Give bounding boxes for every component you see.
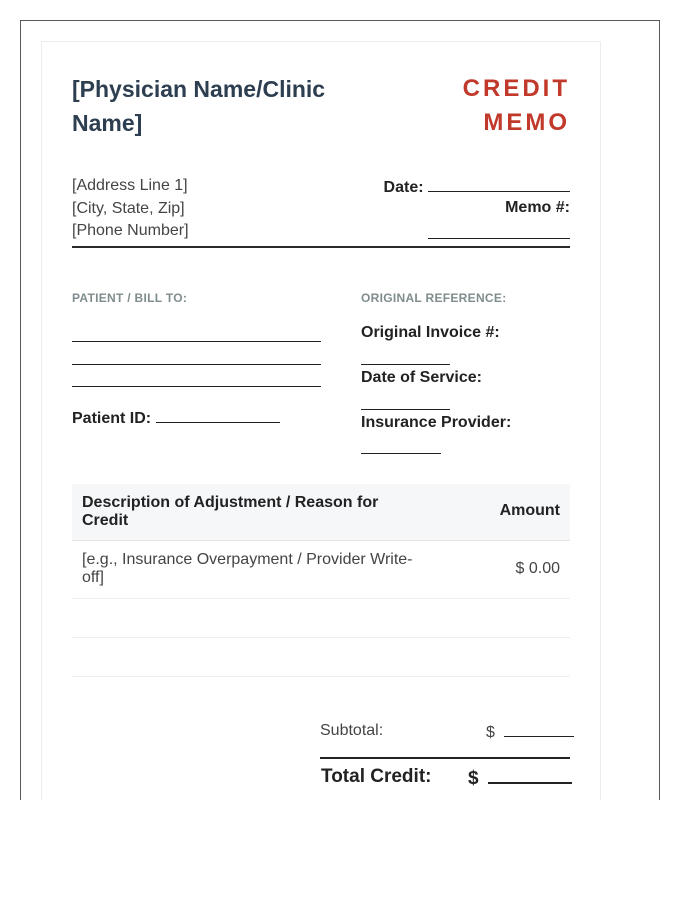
date-field[interactable] xyxy=(383,176,570,197)
column-header-description: Description of Adjustment / Reason for Credit xyxy=(82,494,379,529)
table-row[interactable] xyxy=(72,541,570,599)
total-credit-label: Total Credit: xyxy=(321,766,432,787)
row-description: [e.g., Insurance Overpayment / Provider Write-off] xyxy=(82,551,413,586)
table-row[interactable] xyxy=(72,599,570,638)
bill-to-line-2[interactable] xyxy=(72,364,321,365)
subtotal-blank[interactable] xyxy=(504,722,574,737)
row-amount: $ 0.00 xyxy=(515,560,560,577)
subtotal-field[interactable] xyxy=(486,722,574,742)
date-of-service-blank[interactable] xyxy=(361,409,450,410)
insurance-provider-label: Insurance Provider: xyxy=(361,414,512,431)
column-header-amount: Amount xyxy=(499,502,560,519)
totals-divider xyxy=(320,757,570,759)
total-credit-field[interactable] xyxy=(468,766,572,790)
subtotal-label: Subtotal: xyxy=(320,722,384,739)
table-row[interactable] xyxy=(72,638,570,677)
memo-number-blank[interactable] xyxy=(428,238,570,239)
address-phone: [Phone Number] xyxy=(72,222,189,239)
memo-number-label: Memo #: xyxy=(505,199,570,216)
date-label: Date: xyxy=(383,179,424,196)
address-city-state-zip: [City, State, Zip] xyxy=(72,200,185,217)
table-header xyxy=(72,484,570,541)
original-invoice-label: Original Invoice #: xyxy=(361,324,500,341)
patient-id-field[interactable] xyxy=(72,407,280,428)
reference-heading: ORIGINAL REFERENCE: xyxy=(361,291,507,305)
subtotal-currency: $ xyxy=(486,724,495,741)
document-title xyxy=(430,72,570,140)
insurance-provider-blank[interactable] xyxy=(361,453,441,454)
original-invoice-blank[interactable] xyxy=(361,364,450,365)
document-title-line1: CREDIT xyxy=(462,75,570,102)
document-title-line2: MEMO xyxy=(483,109,570,136)
total-currency: $ xyxy=(468,768,479,789)
patient-id-blank[interactable] xyxy=(156,407,280,423)
bill-to-line-3[interactable] xyxy=(72,386,321,387)
patient-id-label: Patient ID: xyxy=(72,410,152,427)
clinic-name: [Physician Name/Clinic Name] xyxy=(72,76,326,136)
address-line-1: [Address Line 1] xyxy=(72,177,188,194)
header-divider xyxy=(72,246,570,248)
total-credit-blank[interactable] xyxy=(488,766,572,784)
bill-to-heading: PATIENT / BILL TO: xyxy=(72,291,188,305)
date-of-service-label: Date of Service: xyxy=(361,369,482,386)
bill-to-line-1[interactable] xyxy=(72,341,321,342)
date-blank[interactable] xyxy=(428,176,570,192)
